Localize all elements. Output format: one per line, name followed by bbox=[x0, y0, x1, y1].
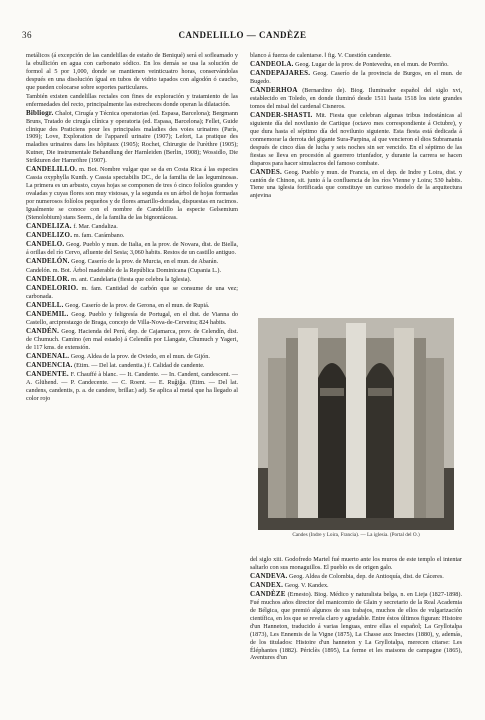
entry-headword: CANDELL. bbox=[26, 301, 64, 310]
dictionary-entry bbox=[26, 110, 238, 165]
dictionary-entry bbox=[26, 362, 238, 370]
entry-headword: CANDELORIO. bbox=[26, 284, 79, 293]
dictionary-entry bbox=[250, 556, 462, 572]
entry-text: (Etim. — Del lat. candentia.) f. Calidad de candente. bbox=[74, 362, 205, 370]
church-photo bbox=[258, 318, 454, 530]
running-title: CANDELILLO — CANDÈZE bbox=[178, 30, 307, 40]
dictionary-entry bbox=[26, 311, 238, 327]
dictionary-entry bbox=[26, 52, 238, 92]
dictionary-entry bbox=[26, 232, 238, 240]
entry-text: También existen candelillas rectales con fines de exploración y tratamiento de las enfermedades del recto, principalmente las estrecheces donde operan la dilatación. bbox=[26, 92, 238, 108]
entry-headword: CANDEPAJARES. bbox=[250, 69, 311, 78]
entry-headword: CANDEVA. bbox=[250, 572, 288, 580]
entry-headword: CANDÈZE bbox=[250, 590, 286, 599]
dictionary-entry bbox=[250, 582, 462, 590]
dictionary-entry bbox=[26, 276, 238, 284]
entry-text: m. fam. Cantidad de carbón que se consume de una vez; carbonada. bbox=[26, 285, 238, 301]
dictionary-entry bbox=[250, 52, 462, 60]
dictionary-entry bbox=[250, 573, 462, 581]
entry-headword: CANDEX. bbox=[250, 581, 284, 590]
dictionary-entry bbox=[26, 93, 238, 109]
dictionary-entry bbox=[250, 61, 462, 69]
entry-headword: CANDEOLA. bbox=[250, 60, 294, 69]
entry-text: f. Mar. Candaliza. bbox=[73, 222, 118, 230]
entry-headword: CANDES. bbox=[250, 167, 282, 176]
entry-headword: CANDENTE. bbox=[26, 370, 69, 379]
entry-text: Chalot, Cirugía y Técnica operatorias (ed. Espasa, Barcelona); Bergmann Bruns, Tratado de cirugía clínica y operatoria (ed. Espasa, Barcelona); Fellet, Guide clinique des Praticiens pour les principales maladies des voies urinaires (París, 1909); Love, Exploration de l'appareil urinaire (1907); Lefort, La pratique des maladies urinaires dans les hôpitaux (1905); Rochet, Chirurgie de l'urèthre (1905); Kutner, Die instrumentale Behandlung der Harnleiden (Berlin, 1908); Wossidlo, Die Strikturen der Harnröhre (1907). bbox=[26, 109, 238, 165]
right-column-top bbox=[250, 52, 462, 312]
entry-text: Geog. Lugar de la prov. de Pontevedra, en el mun. de Porriño. bbox=[295, 61, 449, 69]
entry-headword: CANDELIZA. bbox=[26, 221, 72, 230]
entry-headword: CANDERHOA bbox=[250, 86, 298, 95]
dictionary-entry bbox=[250, 70, 462, 86]
dictionary-entry bbox=[250, 169, 462, 201]
entry-text: Geog. Hacienda del Perú, dep. de Cajamarca, prov. de Celendín, dist. de Chumuch. Camino (en mal estado) á Celendín por Llangate, Chumuch y Yageri, de 117 kms. de extensión. bbox=[26, 328, 238, 352]
entry-text: Geog. Caserío de la prov. de Gerona, en el mun. de Rupiá. bbox=[65, 302, 210, 310]
entry-text: Geog. Aldea de la prov. de Oviedo, en el mun. de Gijón. bbox=[70, 353, 210, 361]
dictionary-entry bbox=[26, 223, 238, 231]
dictionary-entry bbox=[26, 353, 238, 361]
entry-text: Geog. Aldea de Colombia, dep. de Antioquía, dist. de Cáceres. bbox=[289, 573, 444, 580]
entry-text: blanco á fuerza de calentarse. ‖ fig. V. Cuestión candente. bbox=[250, 52, 392, 59]
entry-text: Geog. Pueblo y feligresía de Portugal, en el dist. de Vianna do Castello, arciprestazgo de Braga, concejo de Villa-Nova-de-Cerveira; 824 habits. bbox=[26, 311, 238, 327]
dictionary-entry bbox=[26, 241, 238, 257]
entry-headword: CANDELO. bbox=[26, 239, 65, 248]
left-column bbox=[26, 52, 238, 702]
entry-text: Geog. V. Kandex. bbox=[284, 582, 329, 590]
dictionary-entry bbox=[250, 112, 462, 167]
page-header bbox=[22, 30, 463, 44]
entry-text: m. fam. Carámbano. bbox=[73, 231, 125, 239]
entry-headword: CANDELIZO. bbox=[26, 230, 73, 239]
entry-headword: CANDÉN. bbox=[26, 327, 60, 336]
dictionary-entry bbox=[250, 591, 462, 662]
entry-text: Candelón. m. Bot. Árbol maderable de la República Dominicana (Cupania L.). bbox=[26, 267, 222, 275]
entry-headword: CANDER-SHASTI. bbox=[250, 111, 313, 120]
entry-headword: CANDENCIA. bbox=[26, 361, 73, 370]
entry-headword: CANDELOR. bbox=[26, 275, 70, 284]
entry-headword: CANDELILLO. bbox=[26, 165, 78, 174]
dictionary-entry bbox=[26, 371, 238, 403]
entry-text: Geog. Caserío de la prov. de Murcia, en el mun. de Abarán. bbox=[71, 257, 219, 265]
entry-headword: Bibliogr. bbox=[26, 108, 54, 117]
dictionary-entry bbox=[26, 258, 238, 266]
photo-caption: Candes (Indre y Loira, Francia). — La iglesia. (Portal del O.) bbox=[292, 532, 420, 538]
entry-headword: CANDENAL. bbox=[26, 352, 70, 361]
church-portal-illustration bbox=[258, 318, 454, 530]
dictionary-entry bbox=[26, 328, 238, 352]
page-number: 36 bbox=[22, 30, 32, 40]
entry-text: Geog. Caserío de la provincia de Burgos, en el mun. de Bugedo. bbox=[250, 70, 462, 86]
dictionary-entry bbox=[26, 285, 238, 301]
entry-text: (Bernardino de). Biog. Iluminador español del siglo xvi, establecido en Toledo, en donde iluminó desde 1511 hasta 1518 los siete grandes tomos del misal del cardenal Cisneros. bbox=[250, 87, 462, 110]
entry-text: Geog. Pueblo y mun. de Francia, en el dep. de Indre y Loira, dist. y cantón de Chinon, sit. junto á la confluencia de los ríos Vienne y Loira; 530 habits. Tiene una iglesia fortificada que constituye un curioso modelo de la arquitectura anjevina bbox=[250, 168, 462, 200]
dictionary-entry bbox=[26, 166, 238, 221]
right-column-bottom bbox=[250, 556, 462, 706]
entry-text: Geog. Pueblo y mun. de Italia, en la prov. de Novara, dist. de Biella, á orillas del río Cervo, afluente del Sesia; 3,060 habits. Restos de un castillo antiguo. bbox=[26, 240, 238, 256]
entry-text: (Ernesto). Biog. Médico y naturalista belga, n. en Lieja (1827-1898). Fué muchos años director del manicomio de Glain y secretario de la Real Academia de Bélgica, que premió algunos de sus trabajos, muchos de ellos de vulgarización científica, en los que se revela claro y agradable. Entre éstos últimos figuran: Histoire d'un Hanneton, traducido á varias lenguas, entre ellas el español; La Gryllotalpa (1873), Les Ennemis de la Vigne (1875), La Chasse aux Insectes (1880), y, además, de los titulados: Histoire d'un hanneton y La Gryllotalpa, merecen citarse: Les Éléphantes (1882). Périclès (1895), La ferme et les maisons de campagne (1865), Aventures d'un bbox=[250, 591, 462, 662]
dictionary-entry bbox=[26, 267, 238, 275]
dictionary-entry bbox=[26, 302, 238, 310]
entry-text: metálicos (á excepción de las candelillas de estaño de Beniqué) será el sofleamado y la ebullición en agua con carbonato sódico. En los demás se usa la solución de formol al 5 por 1,000, donde se mantienen veinticuatro horas, conservándolas después en una disolución ígual en tubos de vidrio tapados con algodón ó caucho, que pueden colocarse sobre soportes particulares. bbox=[26, 52, 238, 91]
entry-headword: CANDELÓN. bbox=[26, 256, 70, 265]
entry-text: del siglo xiii. Godofredo Martel fué muerto ante los muros de este templo el intentar saltarlo con sus monaguillos. El pueblo es de origen galo. bbox=[250, 556, 462, 571]
entry-text: m. ant. Candelaria (fiesta que celebra la Iglesia). bbox=[71, 276, 192, 284]
dictionary-entry bbox=[250, 87, 462, 111]
entry-text: m. Bot. Nombre vulgar que se da en Costa Rica á las especies Cassia oxyphylla Kunth. y Cassia spectabilis DC., de la familia de las leguminosas. La primera es un arbusto, cuyas hojas se componen de tres ó cinco folíolos grandes y ovaladas y cuyas flores son muy vistosas, y la segunda es un árbol de hojas formadas por numerosos folíolos pequeños y de flores amarillo-doradas, dispuestas en racimos. Igualmente se conoce con el nombre de Candelillo la especie Gelsemium (Stenolobium) stans Seem., de la familia de las bignoniáceas. bbox=[26, 166, 238, 221]
entry-headword: CANDEMIL. bbox=[26, 310, 69, 319]
entry-text: F. Chauffé à blanc. — It. Candente. — In. Candent, candescent. — A. Glühend. — P. Candecente. — C. Roent. — E. Ruĝiĝa. (Etim. — Del lat. candens, candentis, p. a. de candere, brillar.) adj. Se aplica al metal que ha llegado al color rojo bbox=[26, 371, 238, 403]
entry-text: Mit. Fiesta que celebran algunas tribus indostánicas al siguiente día del novilunio de Cartique (octavo mes correspondiente á Octubre), y que dura hasta el séptimo día del novilunio siguiente. Esta fiesta está dedicada á conmemorar la derrota del gigante Sura-Parpina, al que vencieron el dios Subramania después de cinco días de lucha y seis noches sin ser vencido. En el séptimo de las fiestas se lleva en procesión al guerrero triunfador, y durante la carrera se hacen disparos para hacer simulacros del famoso combate. bbox=[250, 112, 462, 167]
